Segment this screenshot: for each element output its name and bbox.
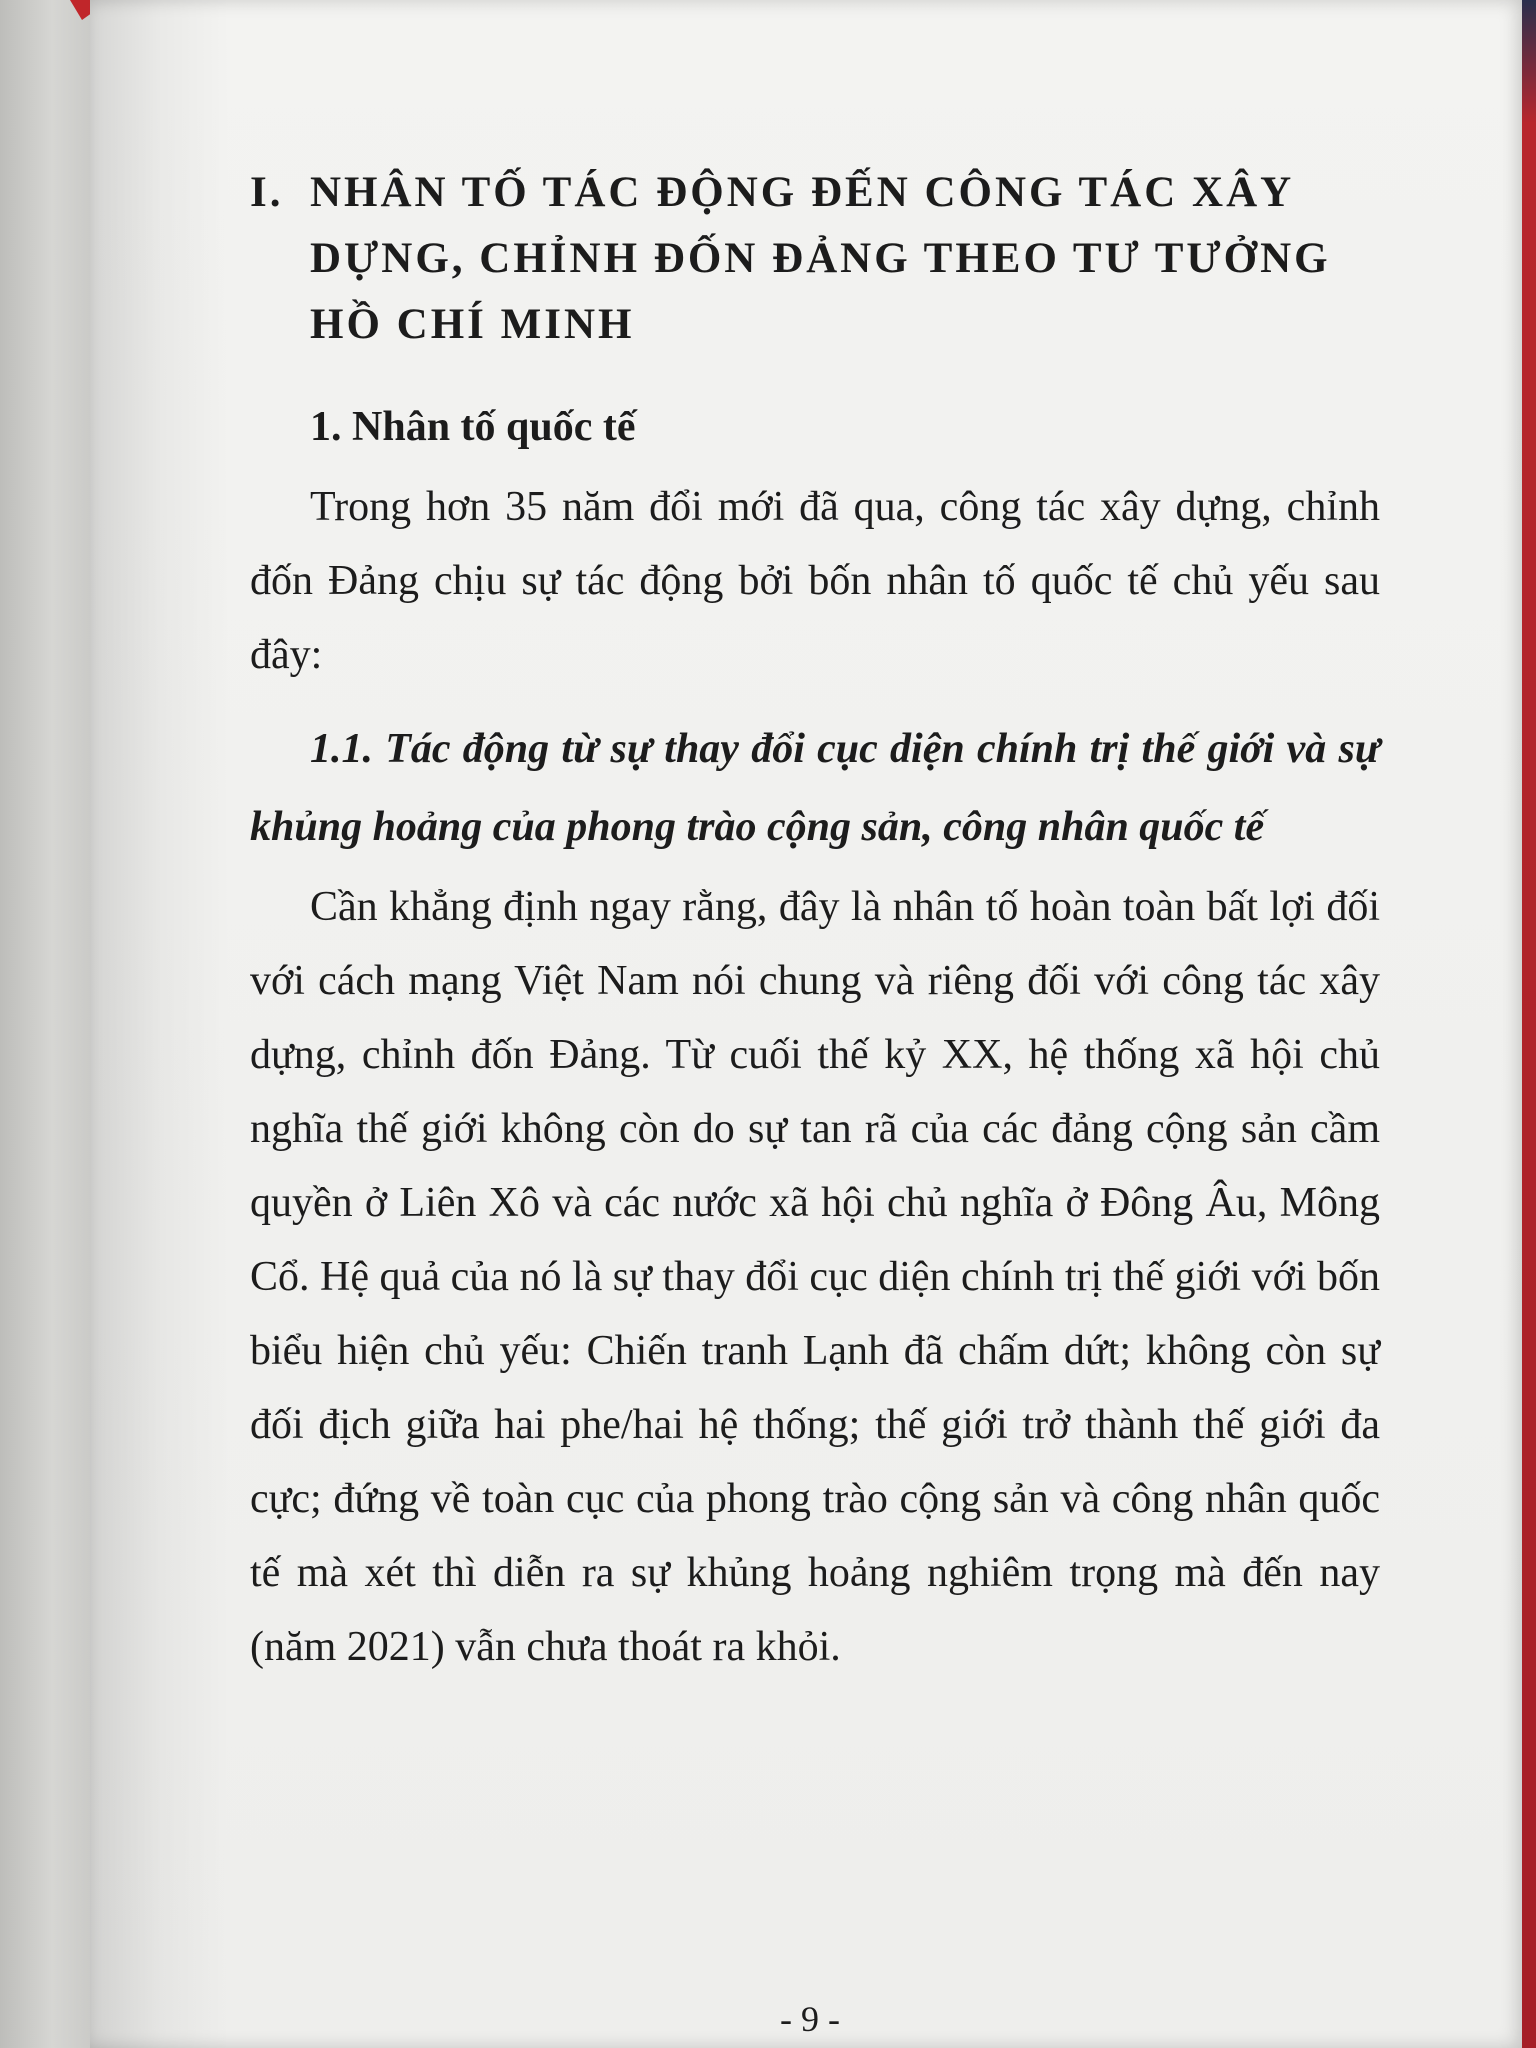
point-heading: 1.1. Tác động từ sự thay đổi cục diện chính trị thế giới và sự khủng hoảng của phong trào cộng sản, công nhân quốc tế xyxy=(250,726,1380,850)
page-text xyxy=(250,160,1380,1684)
section-heading xyxy=(250,160,1380,358)
section-title-line: DỰNG, CHỈNH ĐỐN ĐẢNG THEO TƯ TƯỞNG xyxy=(310,235,1331,282)
section-title-line: NHÂN TỐ TÁC ĐỘNG ĐẾN CÔNG TÁC XÂY xyxy=(310,169,1295,216)
subsection-heading: 1. Nhân tố quốc tế xyxy=(310,404,636,450)
page-number: - 9 - xyxy=(780,1999,840,2039)
section-title-line: HỒ CHÍ MINH xyxy=(310,301,635,348)
left-page-edge xyxy=(0,0,95,2048)
intro-paragraph: Trong hơn 35 năm đổi mới đã qua, công tác xây dựng, chỉnh đốn Đảng chịu sự tác động bởi bốn nhân tố quốc tế chủ yếu sau đây: xyxy=(250,484,1380,678)
page-gutter-shadow xyxy=(90,0,230,2048)
section-number: I. xyxy=(250,169,284,216)
body-paragraph: Cần khẳng định ngay rằng, đây là nhân tố hoàn toàn bất lợi đối với cách mạng Việt Nam nói chung và riêng đối với công tác xây dựng, chỉnh đốn Đảng. Từ cuối thế kỷ XX, hệ thống xã hội chủ nghĩa thế giới không còn do sự tan rã của các đảng cộng sản cầm quyền ở Liên Xô và các nước xã hội chủ nghĩa ở Đông Âu, Mông Cổ. Hệ quả của nó là sự thay đổi cục diện chính trị thế giới với bốn biểu hiện chủ yếu: Chiến tranh Lạnh đã chấm dứt; không còn sự đối địch giữa hai phe/hai hệ thống; thế giới trở thành thế giới đa cực; đứng về toàn cục của phong trào cộng sản và công nhân quốc tế mà xét thì diễn ra sự khủng hoảng nghiêm trọng mà đến nay (năm 2021) vẫn chưa thoát ra khỏi. xyxy=(250,884,1380,1670)
book-cover-edge xyxy=(1522,0,1536,2048)
